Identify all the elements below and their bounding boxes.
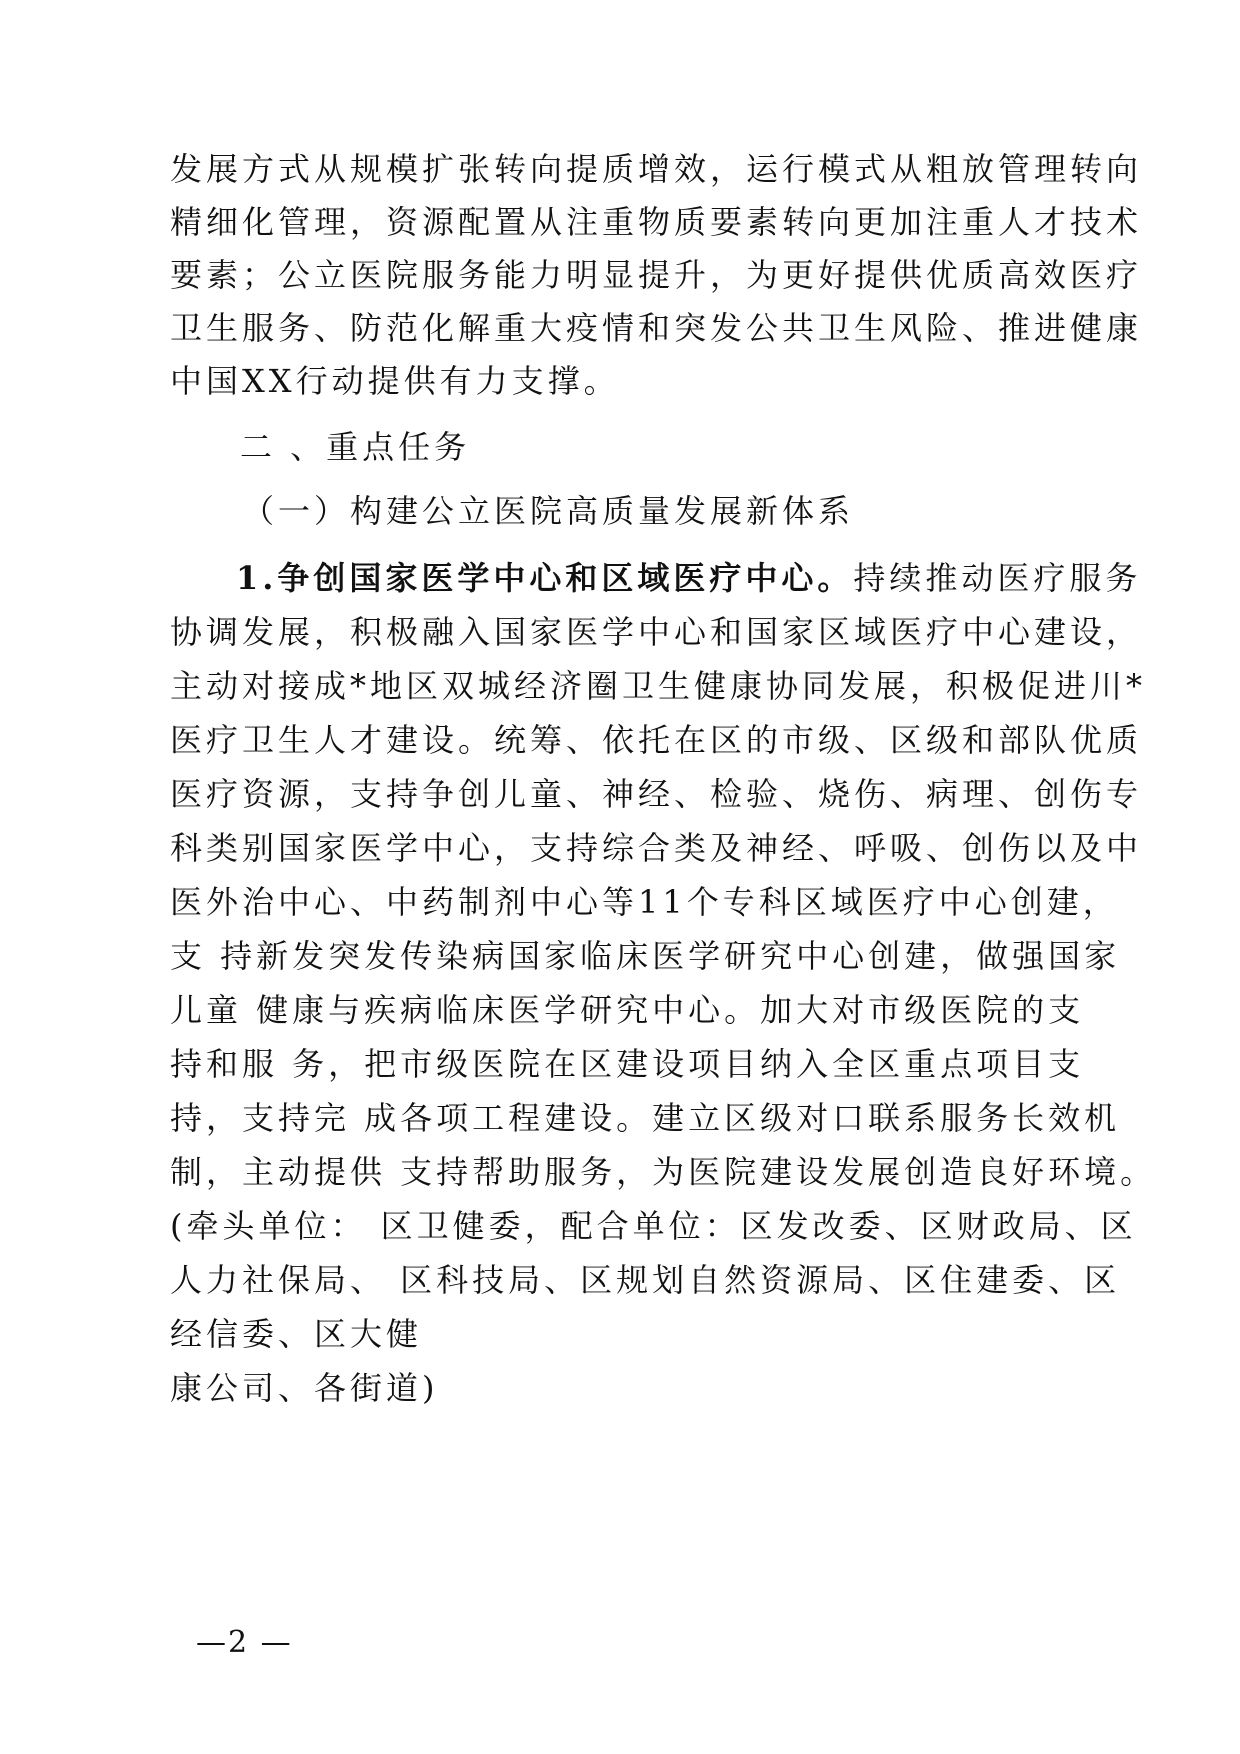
item-line-14: 经信委、区大健 — [170, 1315, 423, 1353]
item-line-13: 人力社保局、 区科技局、区规划自然资源局、区住建委、区 — [170, 1261, 1121, 1299]
section-heading: 二 、重点任务 — [240, 428, 471, 466]
item-line-15: 康公司、各街道) — [170, 1369, 439, 1407]
intro-line-4: 卫生服务、防范化解重大疫情和突发公共卫生风险、推进健康 — [170, 309, 1143, 347]
item-line-1: 协调发展，积极融入国家医学中心和国家区域医疗中心建设， — [170, 613, 1143, 651]
item-line-2: 主动对接成*地区双城经济圈卫生健康协同发展，积极促进川* — [170, 667, 1147, 705]
item-line-6: 医外治中心、中药制剂中心等11个专科区域医疗中心创建， — [170, 883, 1119, 921]
item-line-10: 持，支持完 成各项工程建设。建立区级对口联系服务长效机 — [170, 1099, 1121, 1137]
item-line-11: 制，主动提供 支持帮助服务，为医院建设发展创造良好环境。 — [170, 1153, 1157, 1191]
page-number: —2 — — [196, 1625, 293, 1660]
item-line-9: 持和服 务，把市级医院在区建设项目纳入全区重点项目支 — [170, 1045, 1085, 1083]
subsection-heading: （一）构建公立医院高质量发展新体系 — [242, 492, 855, 530]
item-line-7: 支 持新发突发传染病国家临床医学研究中心创建，做强国家 — [170, 937, 1121, 975]
item-first-line — [236, 557, 1142, 599]
intro-line-5: 中国XX行动提供有力支撑。 — [170, 362, 620, 400]
intro-line-1: 发展方式从规模扩张转向提质增效，运行模式从粗放管理转向 — [170, 150, 1143, 188]
intro-line-3: 要素；公立医院服务能力明显提升，为更好提供优质高效医疗 — [170, 256, 1143, 294]
item-line-5: 科类别国家医学中心，支持综合类及神经、呼吸、创伤以及中 — [170, 829, 1143, 867]
item-first-line-rest: 持续推动医疗服务 — [853, 559, 1142, 597]
item-line-4: 医疗资源，支持争创儿童、神经、检验、烧伤、病理、创伤专 — [170, 775, 1143, 813]
item-line-3: 医疗卫生人才建设。统筹、依托在区的市级、区级和部队优质 — [170, 721, 1143, 759]
intro-line-2: 精细化管理，资源配置从注重物质要素转向更加注重人才技术 — [170, 203, 1143, 241]
item-line-8: 儿童 健康与疾病临床医学研究中心。加大对市级医院的支 — [170, 991, 1085, 1029]
item-line-12: (牵头单位： 区卫健委，配合单位：区发改委、区财政局、区 — [170, 1207, 1137, 1245]
item-title: 1.争创国家医学中心和区域医疗中心。 — [236, 559, 854, 597]
